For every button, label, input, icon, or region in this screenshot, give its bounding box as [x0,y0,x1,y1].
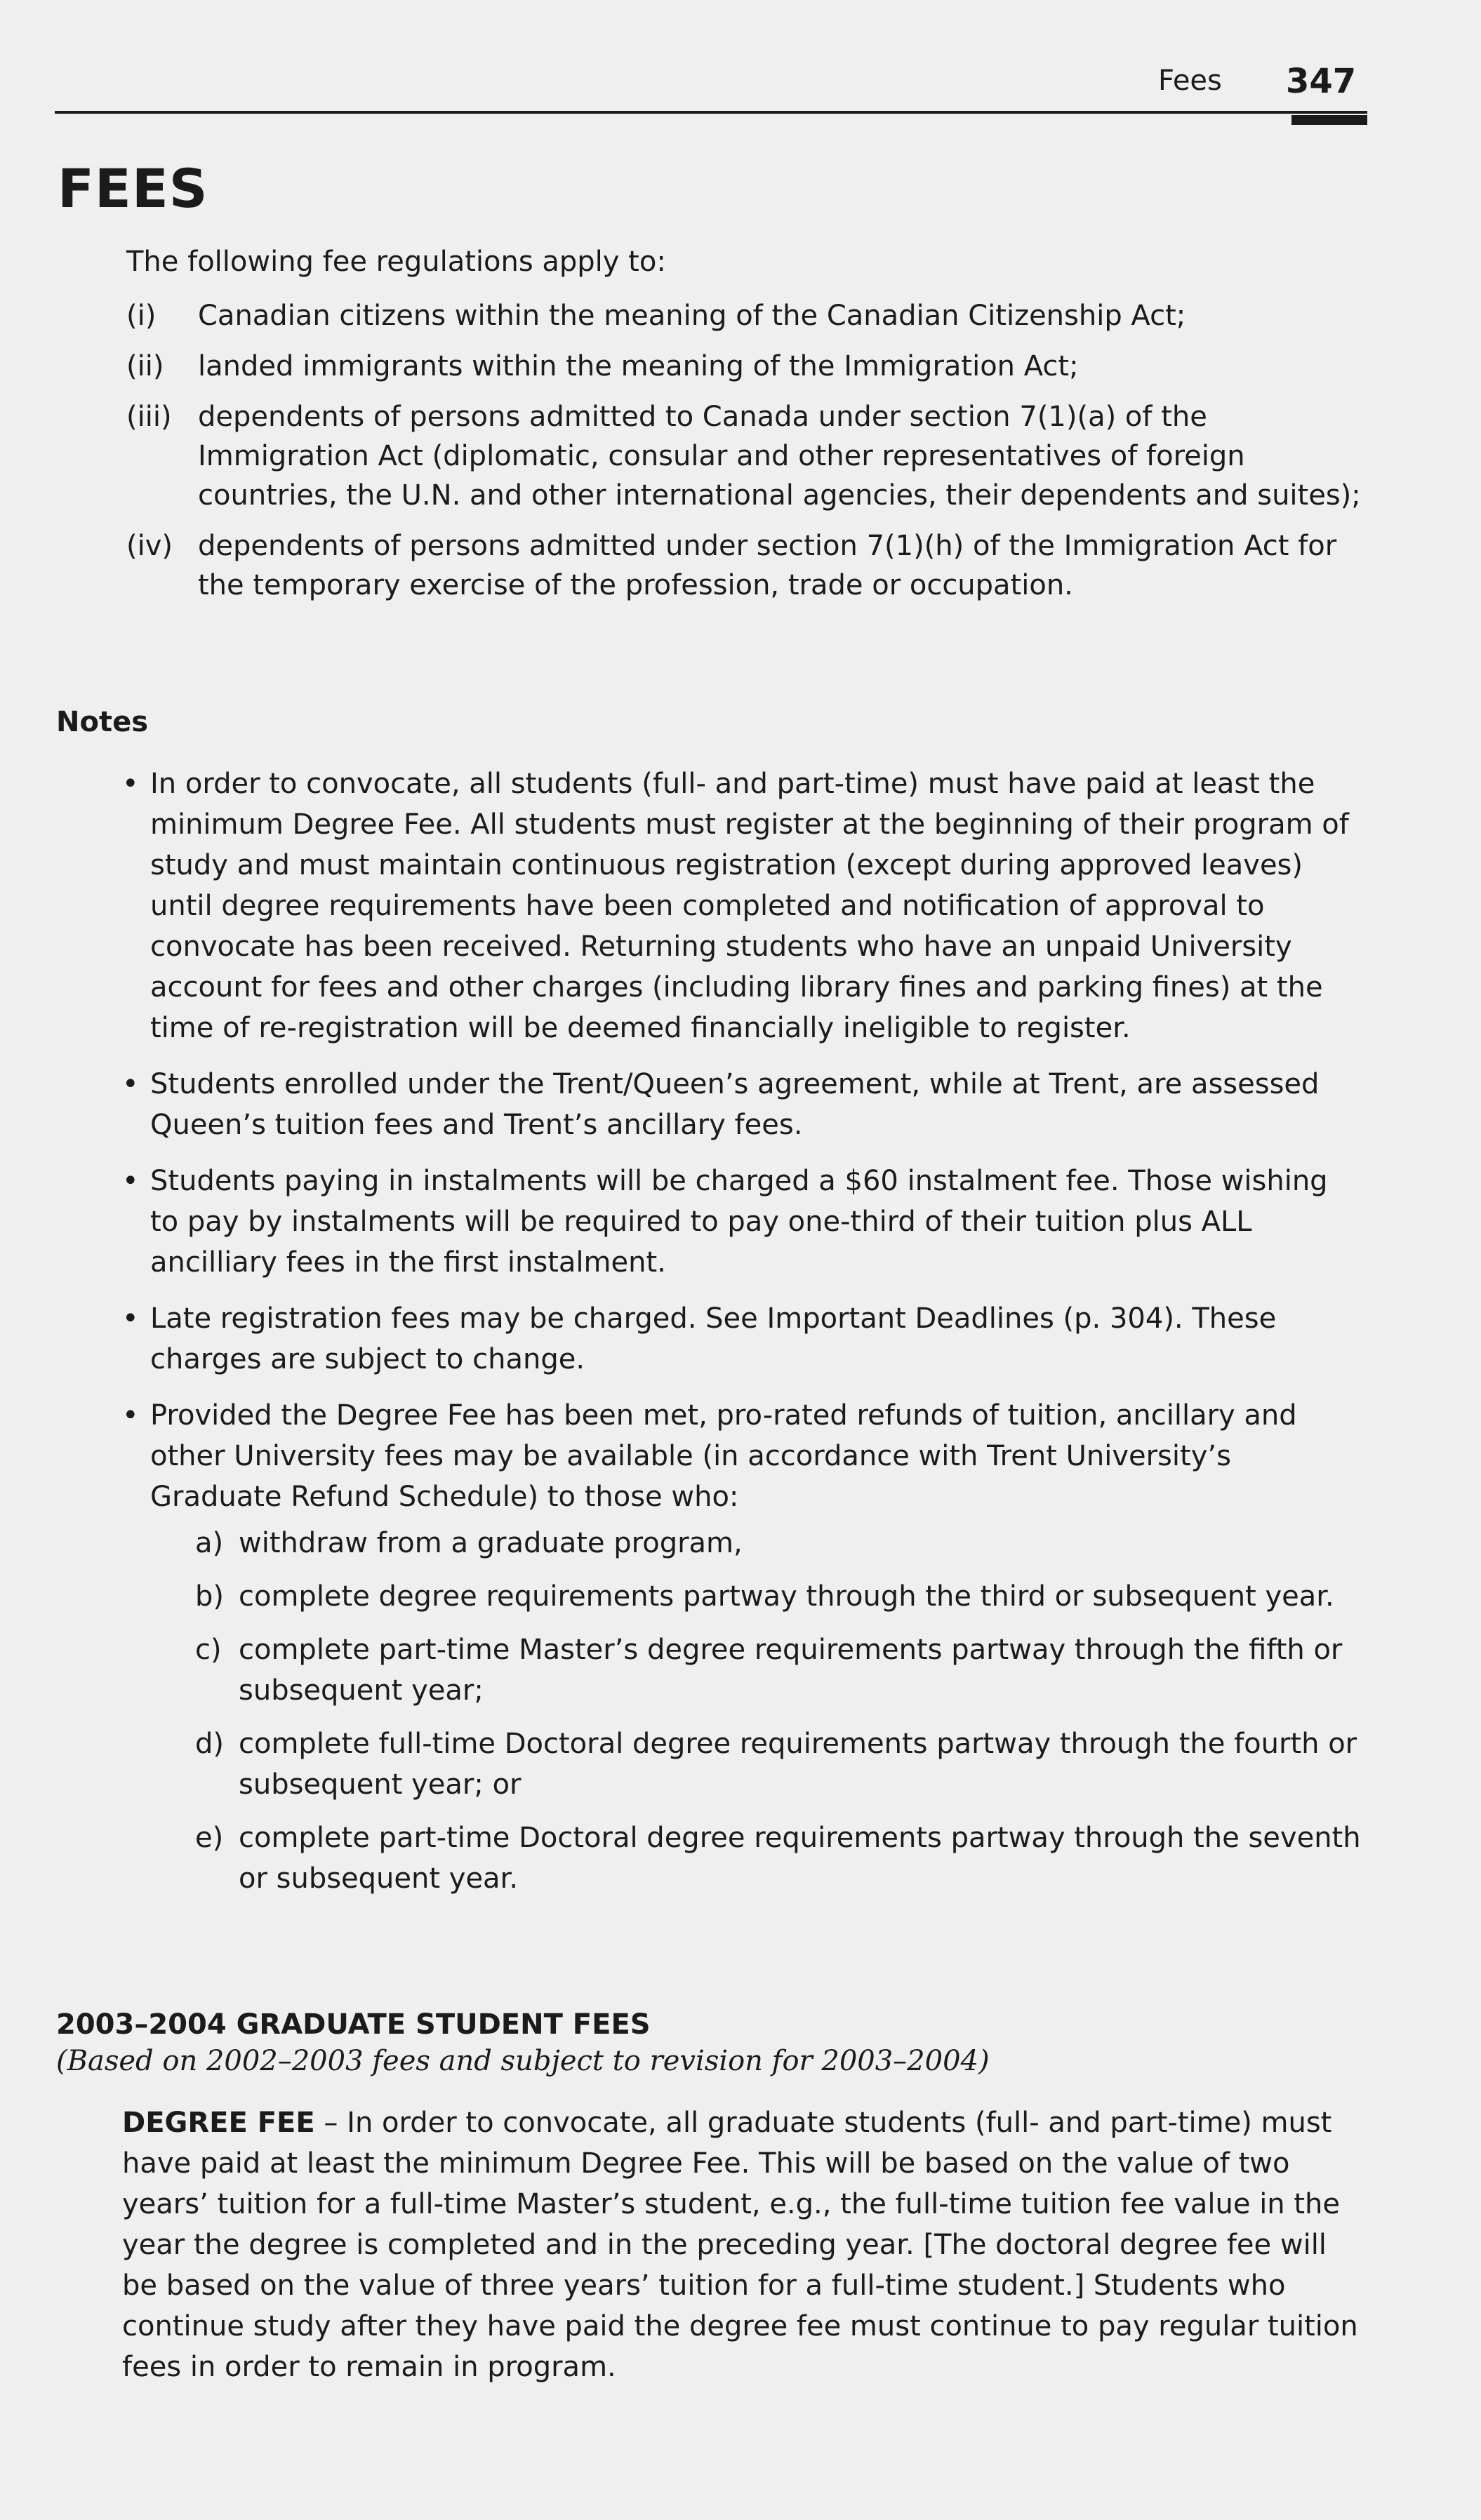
notes-list [119,764,1362,1914]
list-item-letter: d) [195,1728,224,1760]
list-item [126,296,1362,335]
list-item-number: (i) [126,300,157,332]
list-item [119,1298,1362,1380]
list-item-text: complete full-time Doctoral degree requirements partway through the fourth or subsequent year; or [239,1728,1357,1801]
list-item-text: complete degree requirements partway through the third or subsequent year. [239,1580,1334,1613]
degree-fee-text: – In order to convocate, all graduate students (full- and part-time) must have paid at least the minimum Degree Fee. This will be based on the value of two years’ tuition for a full-time Master’s student, e.g., the full-time tuition fee value in the year the degree is completed and in the preceding year. [The doctoral degree fee will be based on the value of three years’ tuition for a full-time student.] Students who continue study after they have paid the degree fee must continue to pay regular tuition fees in order to remain in program. [122,2107,1358,2383]
regulation-list [126,296,1362,616]
list-item-text: dependents of persons admitted under section 7(1)(h) of the Immigration Act for the temporary exercise of the profession, trade or occupation. [198,530,1337,601]
list-item [161,1724,1362,1805]
notes-heading: Notes [56,706,149,738]
list-item-letter: b) [195,1580,224,1613]
header-rule-accent [1291,115,1367,125]
list-item [119,1064,1362,1145]
intro-text: The following fee regulations apply to: [126,246,666,278]
note-text: Students enrolled under the Trent/Queen’s agreement, while at Trent, are assessed Queen’s tuition fees and Trent’s ancillary fees. [150,1068,1320,1141]
list-item-text: dependents of persons admitted to Canada under section 7(1)(a) of the Immigration Act (diplomatic, consular and other representatives of foreign countries, the U.N. and other international agencies, their dependents and suites); [198,401,1361,512]
list-item [161,1523,1362,1564]
list-item-number: (iv) [126,530,173,562]
list-item [161,1629,1362,1711]
list-item-letter: e) [195,1822,224,1854]
list-item [161,1818,1362,1899]
running-header-section: Fees [1158,65,1222,97]
list-item-letter: a) [195,1527,224,1559]
degree-fee-paragraph [122,2102,1364,2387]
list-item-number: (iii) [126,401,172,433]
list-item [126,397,1362,515]
list-item-text: Canadian citizens within the meaning of the Canadian Citizenship Act; [198,300,1186,332]
list-item [119,1161,1362,1283]
page-number: 347 [1286,62,1357,101]
list-item-letter: c) [195,1634,222,1666]
list-item-number: (ii) [126,350,164,382]
list-item-text: withdraw from a graduate program, [239,1527,743,1559]
note-text: In order to convocate, all students (full- and part-time) must have paid at least the minimum Degree Fee. All students must register at the beginning of their program of study and must maintain continuous registration (except during approved leaves) until degree requirements have been completed and notification of approval to convocate has been received. Returning students who have an unpaid University account for fees and other charges (including library fines and parking fines) at the time of re-registration will be deemed financially ineligible to register. [150,768,1349,1044]
list-item [126,347,1362,386]
note-text: Late registration fees may be charged. See Important Deadlines (p. 304). These charges are subject to change. [150,1302,1277,1375]
list-item [119,1395,1362,1899]
list-item-text: complete part-time Doctoral degree requirements partway through the seventh or subsequent year. [239,1822,1361,1895]
list-item [161,1576,1362,1617]
degree-fee-label: DEGREE FEE [122,2107,315,2139]
fees-section-heading: 2003–2004 GRADUATE STUDENT FEES [56,2008,651,2041]
header-rule [55,111,1367,114]
page-title: FEES [58,157,208,220]
fees-section-subheading: (Based on 2002–2003 fees and subject to revision for 2003–2004) [56,2045,990,2077]
list-item-text: landed immigrants within the meaning of the Immigration Act; [198,350,1079,382]
refund-case-list [150,1523,1362,1899]
list-item [126,526,1362,605]
list-item [119,764,1362,1048]
list-item-text: complete part-time Master’s degree requirements partway through the fifth or subsequent year; [239,1634,1343,1707]
note-text: Provided the Degree Fee has been met, pro-rated refunds of tuition, ancillary and other University fees may be available (in accordance with Trent University’s Graduate Refund Schedule) to those who: [150,1399,1297,1513]
note-text: Students paying in instalments will be charged a $60 instalment fee. Those wishing to pay by instalments will be required to pay one-third of their tuition plus ALL ancilliary fees in the first instalment. [150,1165,1328,1279]
